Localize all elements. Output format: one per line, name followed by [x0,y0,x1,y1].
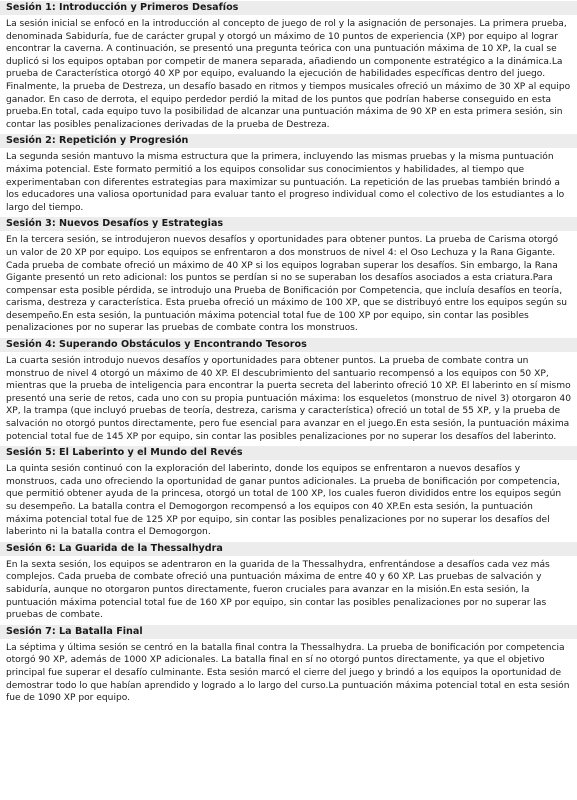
section-body: La séptima y última sesión se centró en la batalla final contra la Thessalhydra. La prueba de bonificación por competencia otorgó 90 XP, además de 1000 XP adicionales. La batalla final en sí no otorgó puntos directamente, ya que el objetivo principal fue superar el desafío culminante. Esta sesión marcó el cierre del juego y brindó a los equipos la oportunidad de demostrar todo lo que habían aprendido y logrado a lo largo del curso.La puntuación máxima potencial total en esta sesión fue de 1090 XP por equipo. [6,642,570,704]
section-title: Sesión 1: Introducción y Primeros Desafíos [0,1,577,15]
section-body: La cuarta sesión introdujo nuevos desafíos y oportunidades para obtener puntos. La prueba de combate contra un monstruo de nivel 4 otorgó un máximo de 40 XP. El descubrimiento del santuario recompensó a los equipos con 50 XP, mientras que la prueba de inteligencia para encontrar la puerta secreta del laberinto ofreció 10 XP. El laberinto en sí mismo presentó una serie de retos, cada uno con su propia puntuación máxima: los esqueletos (monstruo de nivel 3) otorgaron 40 XP, la trampa (que incluyó pruebas de teoría, destreza, carisma y característica) ofreció un total de 55 XP, y la prueba de salvación no otorgó puntos directamente, pero fue esencial para avanzar en el juego.En esta sesión, la puntuación máxima potencial total fue de 145 XP por equipo, sin contar las posibles penalizaciones por no superar los desafíos del laberinto. [6,356,572,442]
section-title: Sesión 2: Repetición y Progresión [0,134,577,148]
section-body: La sesión inicial se enfocó en la introducción al concepto de juego de rol y la asignación de personajes. La primera prueba, denominada Sabiduría, fue de carácter grupal y otorgó un máximo de 10 puntos de experiencia (XP) por equipo al lograr encontrar la caverna. A continuación, se presentó una pregunta teórica con una puntuación máxima de 10 XP, la cual se duplicó si los equipos optaban por competir de manera separada, añadiendo un componente estratégico a la dinámica.La prueba de Característica otorgó 40 XP por equipo, evaluando la ejecución de habilidades específicas dentro del juego. Finalmente, la prueba de Destreza, un desafío basado en ritmos y tiempos musicales ofreció un máximo de 30 XP al equipo ganador. En caso de derrota, el equipo perdedor perdió la mitad de los puntos que podrían haberse conseguido en esta prueba.En total, cada equipo tuvo la posibilidad de alcanzar una puntuación máxima de 90 XP en esta primera sesión, sin contar las posibles penalizaciones derivadas de la prueba de Destreza. [6,19,571,130]
section-7 [0,625,577,708]
section-body: En la tercera sesión, se introdujeron nuevos desafíos y oportunidades para obtener puntos. La prueba de Carisma otorgó un valor de 20 XP por equipo. Los equipos se enfrentaron a dos monstruos de nivel 4: el Oso Lechuza y la Rana Gigante. Cada prueba de combate ofreció un máximo de 40 XP si los equipos lograban superar los desafíos. Sin embargo, la Rana Gigante presentó un reto adicional: los puntos se perdían si no se superaban los desafíos asociados a esta criatura.Para compensar esta posible pérdida, se introdujo una Prueba de Bonificación por Competencia, que incluía desafíos en teoría, carisma, destreza y característica. Esta prueba ofreció un máximo de 100 XP, que se distribuyó entre los equipos según su desempeño.En esta sesión, la puntuación máxima potencial total fue de 100 XP por equipo, sin contar las posibles penalizaciones por no superar las pruebas de combate contra los monstruos. [6,235,567,334]
section-6 [0,542,577,625]
section-1 [0,1,577,134]
section-title: Sesión 6: La Guarida de la Thessalhydra [0,542,577,556]
section-title: Sesión 3: Nuevos Desafíos y Estrategias [0,217,577,231]
section-title: Sesión 4: Superando Obstáculos y Encontrando Tesoros [0,338,577,352]
section-4 [0,338,577,446]
section-2 [0,134,577,217]
section-title: Sesión 5: El Laberinto y el Mundo del Revés [0,446,577,460]
section-body: La quinta sesión continuó con la exploración del laberinto, donde los equipos se enfrentaron a nuevos desafíos y monstruos, cada uno ofreciendo la oportunidad de ganar puntos adicionales. La prueba de bonificación por competencia, que permitió obtener ayuda de la princesa, otorgó un total de 100 XP, los cuales fueron divididos entre los equipos según su desempeño. La batalla contra el Demogorgon recompensó a los equipos con 40 XP.En esta sesión, la puntuación máxima potencial total fue de 125 XP por equipo, sin contar las posibles penalizaciones por no superar los desafíos del laberinto ni la batalla contra el Demogorgon. [6,464,562,538]
section-body: La segunda sesión mantuvo la misma estructura que la primera, incluyendo las mismas pruebas y la misma puntuación máxima potencial. Este formato permitió a los equipos consolidar sus conocimientos y habilidades, al tiempo que experimentaban con diferentes estrategias para maximizar su puntuación. La repetición de las pruebas también brindó a los educadores una valiosa oportunidad para evaluar tanto el progreso individual como el colectivo de los estudiantes a lo largo del tiempo. [6,152,565,213]
section-body: En la sexta sesión, los equipos se adentraron en la guarida de la Thessalhydra, enfrentándose a desafíos cada vez más complejos. Cada prueba de combate ofreció una puntuación máxima de entre 40 y 60 XP. Las pruebas de salvación y sabiduría, aunque no otorgaron puntos directamente, fueron cruciales para avanzar en la misión.En esta sesión, la puntuación máxima potencial total fue de 160 XP por equipo, sin contar las posibles penalizaciones por no superar las pruebas de combate. [6,559,550,621]
section-3 [0,217,577,338]
section-title: Sesión 7: La Batalla Final [0,625,577,639]
section-5 [0,446,577,542]
